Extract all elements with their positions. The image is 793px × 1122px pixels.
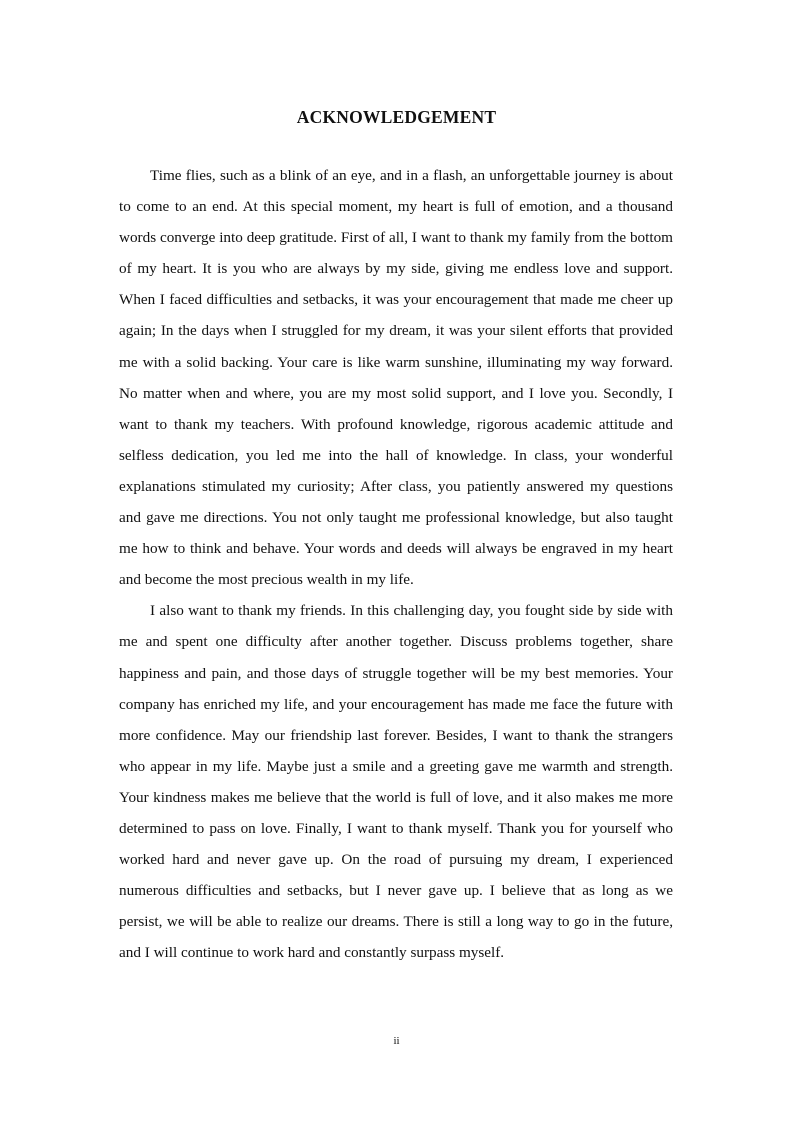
page-number: ii [393, 1035, 400, 1047]
acknowledgement-body [119, 160, 673, 968]
paragraph-1: Time flies, such as a blink of an eye, and in a flash, an unforgettable journey is about to come to an end. At this special moment, my heart is full of emotion, and a thousand words converge into deep gratitude. First of all, I want to thank my family from the bottom of my heart. It is you who are always by my side, giving me endless love and support. When I faced difficulties and setbacks, it was your encouragement that made me cheer up again; In the days when I struggled for my dream, it was your silent efforts that provided me with a solid backing. Your care is like warm sunshine, illuminating my way forward. No matter when and where, you are my most solid support, and I love you. Secondly, I want to thank my teachers. With profound knowledge, rigorous academic attitude and selfless dedication, you led me into the hall of knowledge. In class, your wonderful explanations stimulated my curiosity; After class, you patiently answered my questions and gave me directions. You not only taught me professional knowledge, but also taught me how to think and behave. Your words and deeds will always be engraved in my heart and become the most precious wealth in my life. [119, 167, 673, 589]
paragraph-2: I also want to thank my friends. In this challenging day, you fought side by side with me and spent one difficulty after another together. Discuss problems together, share happiness and pain, and those days of struggle together will be my best memories. Your company has enriched my life, and your encouragement has made me face the future with more confidence. May our friendship last forever. Besides, I want to thank the strangers who appear in my life. Maybe just a smile and a greeting gave me warmth and strength. Your kindness makes me believe that the world is full of love, and it also makes me more determined to pass on love. Finally, I want to thank myself. Thank you for yourself who worked hard and never gave up. On the road of pursuing my dream, I experienced numerous difficulties and setbacks, but I never gave up. I believe that as long as we persist, we will be able to realize our dreams. There is still a long way to go in the future, and I will continue to work hard and constantly surpass myself. [119, 602, 673, 962]
page-title: ACKNOWLEDGEMENT [296, 107, 497, 127]
